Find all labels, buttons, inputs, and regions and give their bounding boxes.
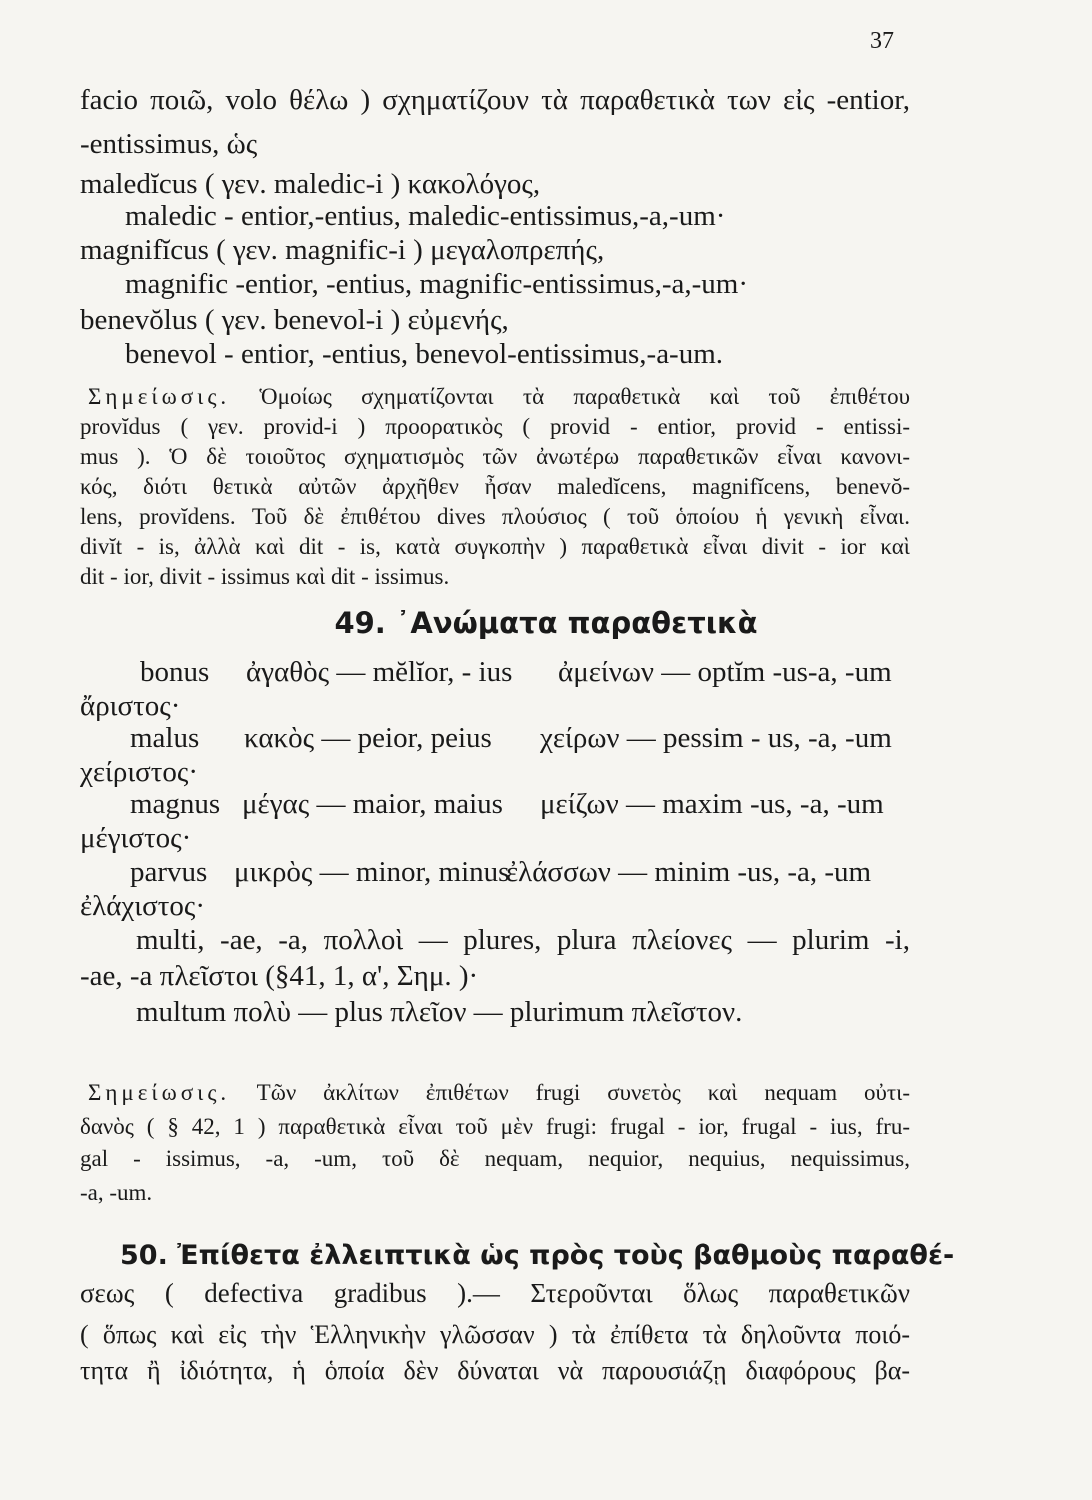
row3-comparative: μέγας — maior, maius: [242, 788, 503, 820]
row1-comparative: ἀγαθὸς — mĕlĭor, - ius: [246, 656, 513, 688]
section49-title: 49. ᾿Ανώματα παραθετικὰ: [334, 606, 758, 640]
multum-line: multum πολὺ — plus πλεῖον — plurimum πλεῖστον.: [136, 996, 743, 1028]
row4-continuation: ἐλάχιστος·: [80, 890, 206, 922]
note1-line-1-text: Ὁμοίως σχηματίζονται τὰ παραθετικὰ καὶ τοῦ ἐπιθέτου: [259, 384, 910, 409]
note1-line-1: [88, 384, 910, 410]
row2-positive: malus: [130, 722, 200, 754]
section50-line-4: τητα ἢ ἰδιότητα, ἡ ὁποία δὲν δύναται νὰ παρουσιάζῃ διαφόρους βα-: [80, 1356, 910, 1385]
note1-line-4: κός, διότι θετικὰ αὐτῶν ἀρχῆθεν ἦσαν maledĭcens, magnifĭcens, benevŏ-: [80, 474, 910, 499]
row4-positive: parvus: [130, 856, 208, 888]
note2-line-1-text: Τῶν ἀκλίτων ἐπιθέτων frugi συνετὸς καὶ nequam οὐτι-: [256, 1080, 910, 1105]
note1-line-7: dit - ior, divit - issimus καὶ dit - issimus.: [80, 564, 450, 589]
row1-continuation: ἄριστος·: [80, 690, 181, 722]
row3-superlative: μείζων — maxim -us, -a, -um: [540, 788, 884, 820]
row3-continuation: μέγιστος·: [80, 822, 192, 854]
note1-line-5: lens, provĭdens. Τοῦ δὲ ἐπιθέτου dives πλούσιος ( τοῦ ὁποίου ἡ γενικὴ εἶναι.: [80, 504, 910, 529]
multi-line-1: multi, -ae, -a, πολλοὶ — plures, plura πλείονες — plurim -i,: [136, 924, 910, 956]
note2-line-2: δανὸς ( § 42, 1 ) παραθετικὰ εἶναι τοῦ μὲν frugi: frugal - ior, frugal - ius, fru-: [80, 1114, 910, 1139]
note1-line-6: divĭt - is, ἀλλὰ καὶ dit - is, κατὰ συγκοπὴν ) παραθετικὰ εἶναι divit - ior καὶ: [80, 534, 910, 559]
note2-line-4: -a, -um.: [80, 1180, 153, 1205]
note1-line-3: mus ). Ὁ δὲ τοιοῦτος σχηματισμὸς τῶν ἀνωτέρω παραθετικῶν εἶναι κανονι-: [80, 444, 910, 469]
note1-label: Σημείωσις.: [88, 384, 231, 409]
row1-superlative: ἀμείνων — optĭm -us-a, -um: [558, 656, 892, 688]
section50-line-2: σεως ( defectiva gradibus ).— Στεροῦνται ὅλως παραθετικῶν: [80, 1278, 910, 1308]
intro-line-1: facio ποιῶ, volo θέλω ) σχηματίζουν τὰ παραθετικὰ των εἰς -entior,: [80, 84, 910, 116]
section50-line-1: 50. Ἐπίθετα ἐλλειπτικὰ ὡς πρὸς τοὺς βαθμοὺς παραθέ-: [120, 1240, 955, 1271]
row4-superlative: ἐλάσσων — minim -us, -a, -um: [506, 856, 872, 888]
intro-line-3: maledĭcus ( γεν. maledic-i ) κακολόγος,: [80, 168, 541, 200]
intro-line-6: magnific -entior, -entius, magnific-entissimus,-a,-um·: [125, 268, 748, 300]
intro-line-7: benevŏlus ( γεν. benevol-i ) εὐμενής,: [80, 304, 509, 336]
intro-line-8: benevol - entior, -entius, benevol-entissimus,-a-um.: [125, 338, 724, 370]
section50-line-3: ( ὅπως καὶ εἰς τὴν Ἑλληνικὴν γλῶσσαν ) τὰ ἐπίθετα τὰ δηλοῦντα ποιό-: [80, 1320, 910, 1349]
row2-comparative: κακὸς — peior, peius: [244, 722, 492, 754]
note1-line-2: provĭdus ( γεν. provid-i ) προορατικὸς ( provid - entior, provid - entissi-: [80, 414, 910, 439]
multi-line-2: -ae, -a πλεῖστοι (§41, 1, α', Σημ. )·: [80, 960, 479, 992]
note2-label: Σημείωσις.: [88, 1080, 231, 1105]
row2-continuation: χείριστος·: [80, 756, 199, 788]
row1-positive: bonus: [140, 656, 210, 688]
row3-positive: magnus: [130, 788, 221, 820]
row2-superlative: χείρων — pessim - us, -a, -um: [540, 722, 892, 754]
intro-line-5: magnifĭcus ( γεν. magnific-i ) μεγαλοπρεπής,: [80, 234, 605, 266]
note2-line-3: gal - issimus, -a, -um, τοῦ δὲ nequam, nequior, nequius, nequissimus,: [80, 1146, 910, 1171]
row4-comparative: μικρὸς — minor, minus: [234, 856, 510, 888]
intro-line-2: -entissimus, ὡς: [80, 128, 258, 160]
note2-line-1: [88, 1080, 910, 1106]
page-number: 37: [870, 28, 894, 54]
intro-line-4: maledic - entior,-entius, maledic-entissimus,-a,-um·: [125, 200, 726, 232]
